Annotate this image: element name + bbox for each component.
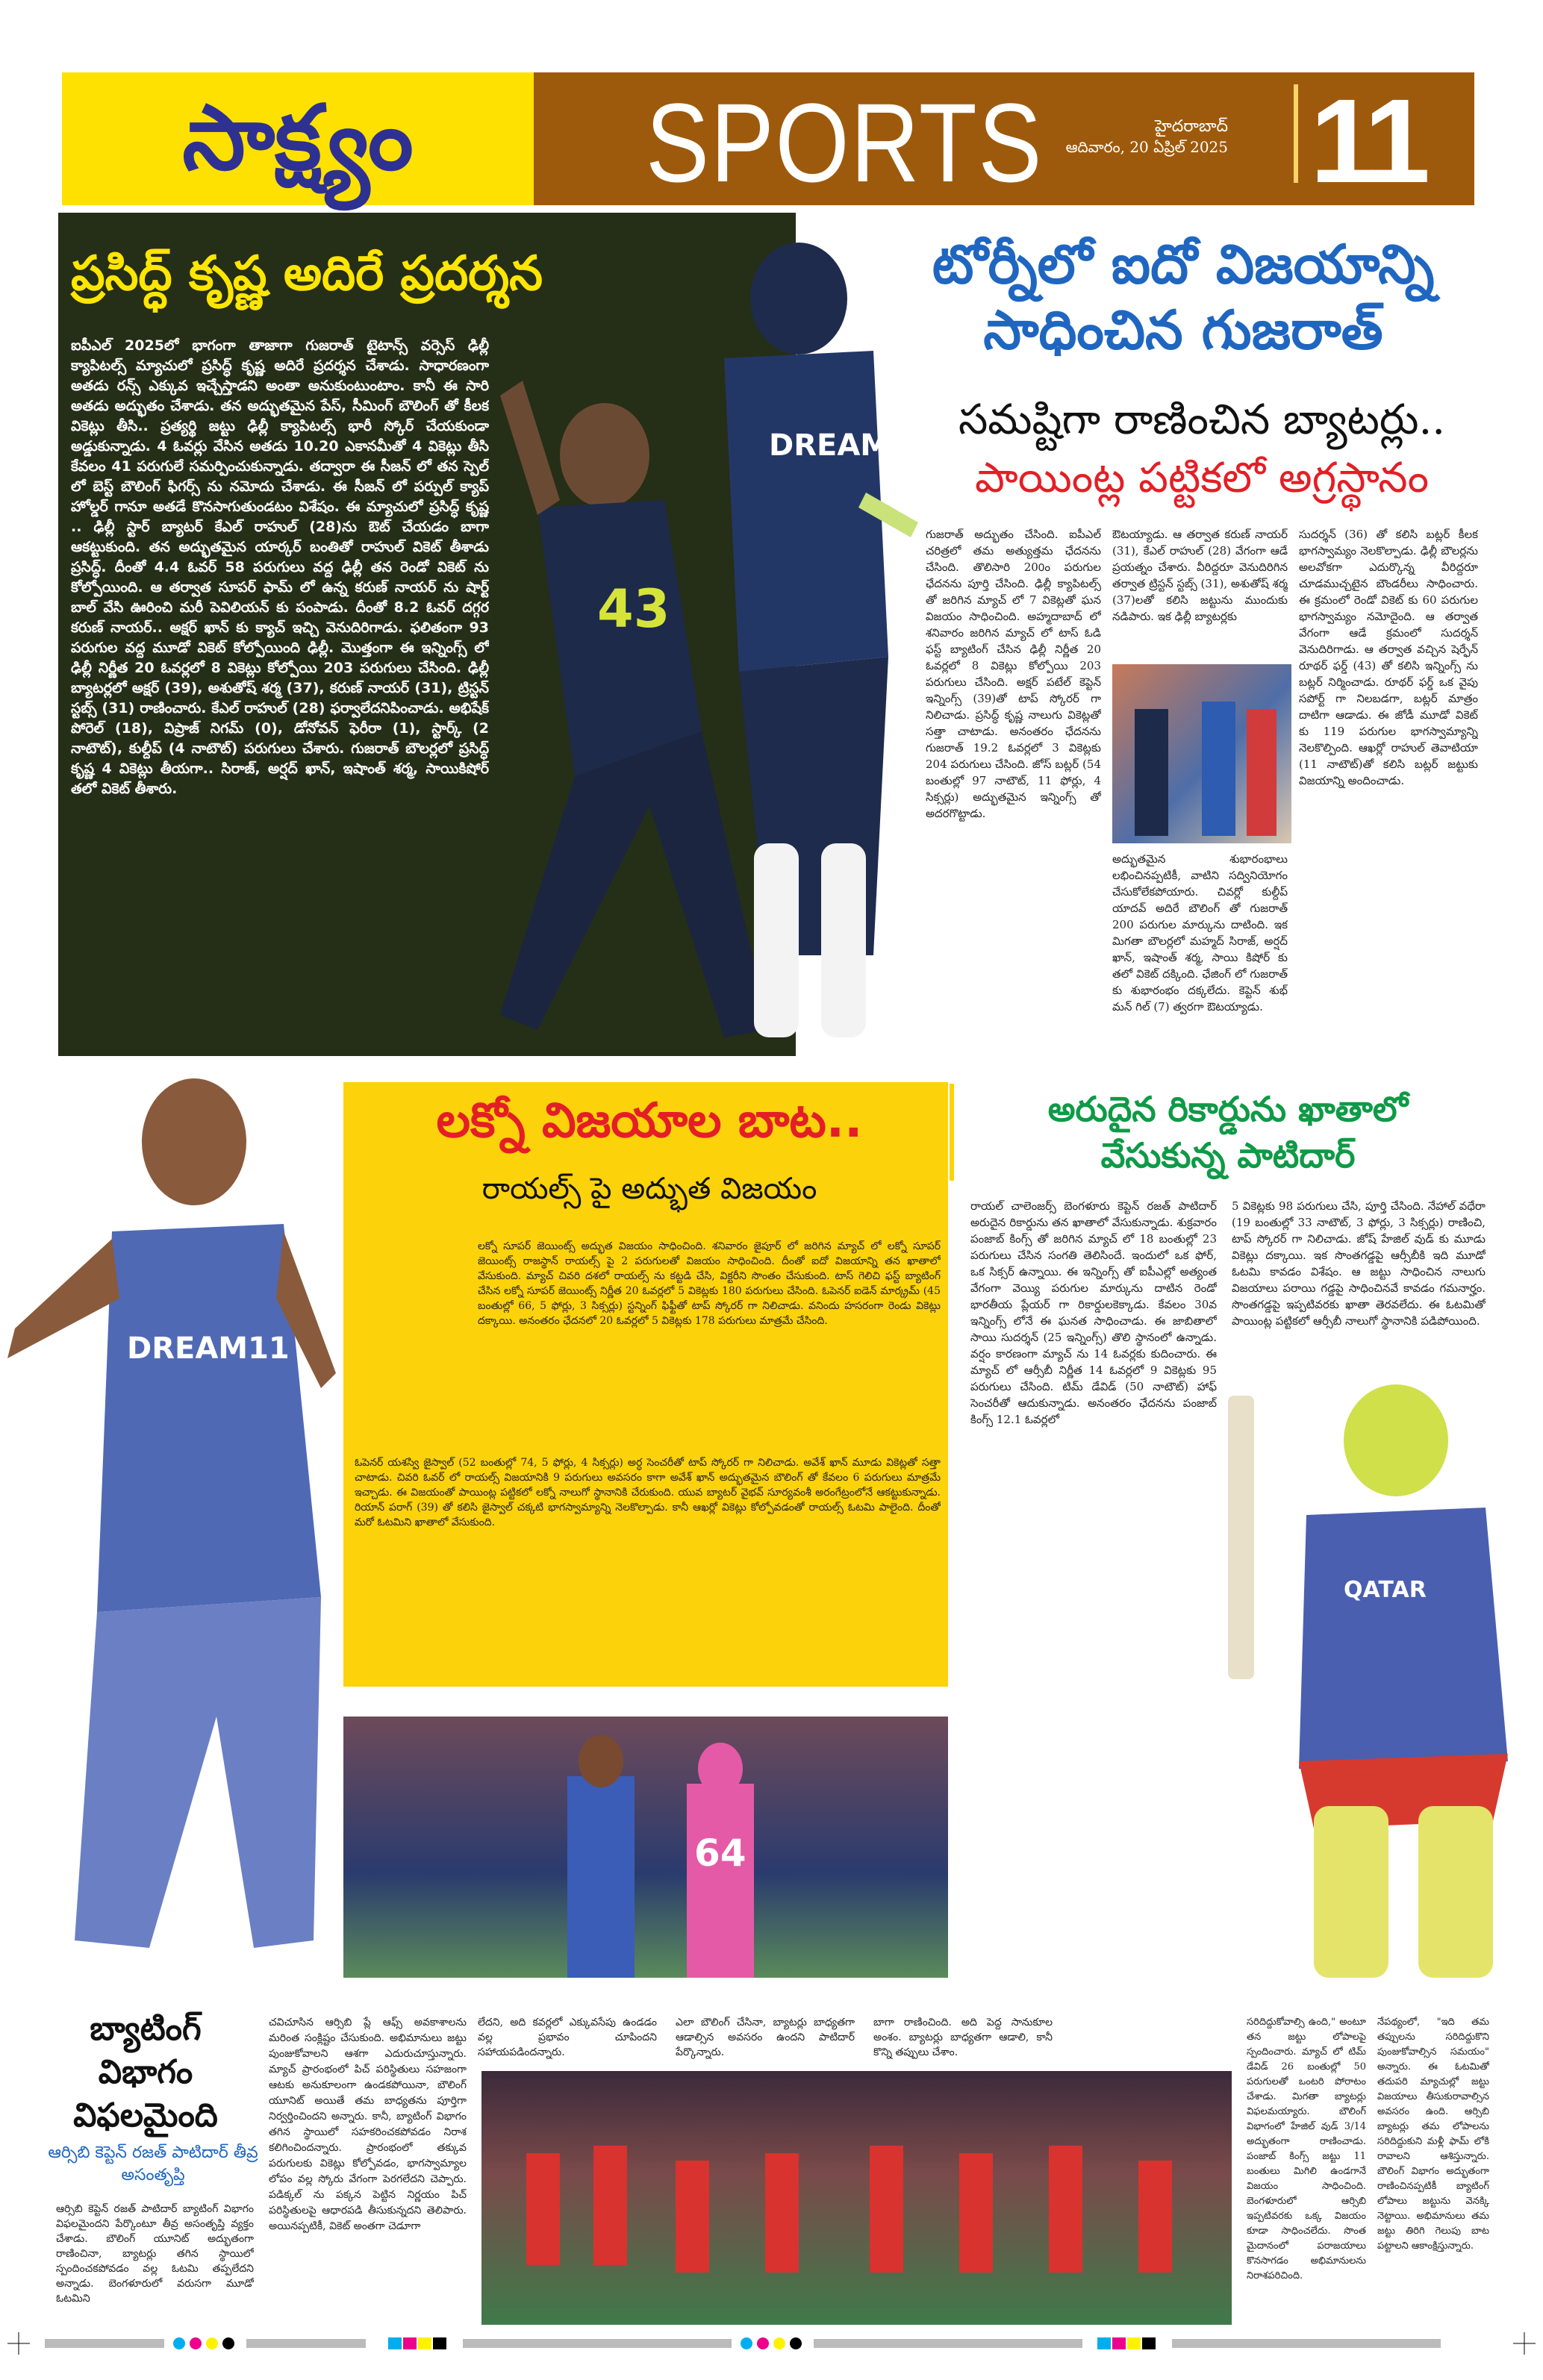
svg-text:64: 64 [694, 1831, 746, 1875]
patidar-headline-line1: అరుదైన రికార్డును ఖాతాలో [1047, 1089, 1409, 1129]
batting-right-col-2: నేపథ్యంలో, "ఇది తమ తప్పులను సరిదిద్దుకొని పుంజుకోవాల్సిన సమయం" అన్నారు. ఈ ఓటమితో తదుపరి మ్యాచుల్లో జట్టు విజయాలు తీసుకురావాల్సిన అవసరం ఉంది. ఆర్సిబి బ్యాటర్లు తమ లోపాలను సరిదిద్దుకుని మళ్లీ ఫామ్ లోకి రావాలని ఆశిస్తున్నారు. బౌలింగ్ విభాగం అద్భుతంగా రాణించినప్పటికీ బ్యాటింగ్ లోపాలు జట్టును వెనక్కి నెట్టాయి. అభిమానులు తమ జట్టు తిరిగి గెలుపు బాట పట్టాలని ఆకాంక్షిస్తున్నారు. [1377, 2017, 1489, 2252]
match-photo-rcb [481, 2071, 1232, 2325]
gujarat-col-2-top: ఔటయ్యాడు. ఆ తర్వాత కరుణ్ నాయర్ (31), కేఎల్ రాహుల్ (28) వేగంగా ఆడే ప్రయత్నం చేశారు. వీరిద్దరూ వెనుదిరిగిన తర్వాత ట్రిస్టన్ స్టబ్స్ (31), అశుతోష్ శర్మ (37)లతో కలిసి జట్టును ముందుకు నడిపారు. ఇక ఢిల్లీ బ్యాటర్లకు [1112, 528, 1288, 623]
patidar-col-1: రాయల్ చాలెంజర్స్ బెంగళూరు కెప్టెన్ రజత్ పాటిదార్ అరుదైన రికార్డును తన ఖాతాలో వేసుకున్నాడు. శుక్రవారం పంజాబ్ కింగ్స్ తో జరిగిన మ్యాచ్ లో 18 బంతుల్లో 23 పరుగులు చేసిన సంగతి తెలిసిందే. ఇందులో ఒక ఫోర్, ఒక సిక్సర్ ఉన్నాయి. ఈ ఇన్నింగ్స్ తో ఐపీఎల్లో అత్యంత వేగంగా వెయ్యి పరుగుల మార్కును దాటిన రెండో భారతీయ ప్లేయర్ గా రికార్డులకెక్కాడు. కేవలం 30వ ఇన్నింగ్స్ లోనే ఈ ఘనత సాధించాడు. ఈ జాబితాలో సాయి సుదర్శన్ (25 ఇన్నింగ్స్) తొలి స్థానంలో ఉన్నాడు. వర్షం కారణంగా మ్యాచ్ ను 14 ఓవర్లకు కుదించారు. ఈ మ్యాచ్ లో ఆర్సీబీ నిర్ణీత 14 ఓవర్లలో 9 వికెట్లకు 95 పరుగులు చేసింది. టిమ్ డేవిడ్ (50 నాటౌట్) హాఫ్ సెంచరీతో ఆదుకున్నాడు. అనంతరం ఛేదనను పంజాబ్ కింగ్స్ 12.1 ఓవర్లలో [970, 1199, 1217, 1426]
prasidh-headline: ప్రసిద్ధ్ కృష్ణ అదిరే ప్రదర్శన [71, 246, 543, 302]
gujarat-headline [896, 231, 1471, 363]
gujarat-subheadline: సమష్టిగా రాణించిన బ్యాటర్లు.. [958, 396, 1446, 444]
svg-text:DREAM11: DREAM11 [127, 1331, 290, 1366]
page-number: 11 [1310, 74, 1425, 207]
batting-top-col-3: బాగా రాణించింది. అది పెద్ద సానుకూల అంశం. బ్యాటర్లు బాధ్యతగా ఆడాలి, కానీ కొన్ని తప్పులు చేశాం. [873, 2017, 1053, 2058]
print-registration-strip [0, 2329, 1543, 2358]
batting-right-col-1: సరిదిద్దుకోవాల్సి ఉంది," అంటూ తన జట్టు లోపాలపై స్పందించారు. మ్యాచ్ లో టిమ్ డేవిడ్ 26 బంతుల్లో 50 పరుగులతో ఒంటరి పోరాటం చేశాడు. మిగతా బ్యాటర్లు విఫలమయ్యారు. బౌలింగ్ విభాగంలో హేజిల్ వుడ్ 3/14 అద్భుతంగా రాణించాడు. పంజాబ్ కింగ్స్ జట్టు 11 బంతులు మిగిలి ఉండగానే విజయం సాధించింది. బెంగళూరులో ఆర్సిబి ఇప్పటివరకు ఒక్క విజయం కూడా సాధించలేదు. సొంత మైదానంలో పరాజయాలు కొనసాగడం అభిమానులను నిరాశపరిచింది. [1247, 2017, 1366, 2281]
logo-text: సాక్ష్యం [182, 87, 414, 190]
lucknow-body-top: లక్నో సూపర్ జెయింట్స్ అద్భుత విజయం సాధించింది. శనివారం జైపూర్ లో జరిగిన మ్యాచ్ లో లక్నో సూపర్ జెయింట్స్ రాజస్థాన్ రాయల్స్ పై 2 పరుగులతో విజయం సాధించింది. దీంతో ఐదో విజయాన్ని తన ఖాతాలో వేసుకుంది. మ్యాచ్ చివరి దశలో రాయల్స్ ను కట్టడి చేసి, విక్టరీని సొంతం చేసుకుంది. టాస్ గెలిచి ఫస్ట్ బ్యాటింగ్ చేసిన లక్నో సూపర్ జెయింట్స్ నిర్ణీత 20 ఓవర్లలో 5 వికెట్లకు 180 పరుగులు చేసింది. ఓపెనర్ ఐడెన్ మార్క్రమ్ (45 బంతుల్లో 66, 5 ఫోర్లు, 3 సిక్సర్లు) స్టన్నింగ్ ఫిఫ్టీతో టాప్ స్కోరర్ గా నిలిచాడు. వనిందు హసరంగా రెండు వికెట్లు దక్కాయి. అనంతరం ఛేదనలో 20 ఓవర్లలో 5 వికెట్లకు 178 పరుగులు మాత్రమే చేసింది. [478, 1240, 941, 1327]
svg-text:QATAR: QATAR [1344, 1577, 1427, 1603]
section-title: SPORTS [646, 80, 1044, 205]
svg-text:DREAM: DREAM [769, 428, 891, 463]
batting-col-1: ఆర్సిబి కెప్టెన్ రజత్ పాటిదార్ బ్యాటింగ్ విభాగం విఫలమైందని పేర్కొంటూ తీవ్ర అసంతృప్తి వ్యక్తం చేశాడు. బౌలింగ్ యూనిట్ అద్భుతంగా రాణించినా, బ్యాటర్లు తగిన స్థాయిలో స్పందించకపోవడం వల్ల ఓటమి తప్పలేదని అన్నాడు. బెంగళూరులో వరుసగా మూడో ఓటమిని [56, 2203, 254, 2305]
gujarat-col-1: గుజరాత్ అద్భుతం చేసింది. ఐపీఎల్ చరిత్రలో తమ అత్యుత్తమ ఛేదనను చేసింది. తొలిసారి 200ం పరుగుల ఛేదనను పూర్తి చేసింది. ఢిల్లీ క్యాపిటల్స్ తో జరిగిన మ్యాచ్ లో 7 వికెట్లతో ఘన విజయం సాధించింది. అహ్మదాబాద్ లో శనివారం జరిగిన మ్యాచ్ లో టాస్ ఓడి ఫస్ట్ బ్యాటింగ్ చేసిన ఢిల్లీ నిర్ణీత 20 ఓవర్లలో 8 వికెట్లు కోల్పోయి 203 పరుగులు చేసింది. అక్షర్ పటేల్ కెప్టెన్ ఇన్నింగ్స్ (39)తో టాప్ స్కోరర్ గా నిలిచాడు. ప్రసిద్ధ్ కృష్ణ నాలుగు వికెట్లతో సత్తా చాటాడు. అనంతరం ఛేదనను గుజరాత్ 19.2 ఓవర్లలో 3 వికెట్లకు 204 పరుగులు చేసింది. జోస్ బట్లర్ (54 బంతుల్లో 97 నాటౌట్, 11 ఫోర్లు, 4 సిక్సర్లు) అద్భుతమైన ఇన్నింగ్స్ తో అదరగొట్టాడు. [926, 528, 1101, 820]
batting-top-col-2: ఎలా బౌలింగ్ చేసినా, బ్యాటర్లు బాధ్యతగా ఆడాల్సిన అవసరం ఉందని పాటిదార్ పేర్కొన్నారు. [676, 2017, 855, 2058]
edition-city: హైదరాబాద్ [1155, 117, 1228, 136]
gujarat-headline-line2: సాధించిన గుజరాత్ [983, 299, 1383, 361]
lucknow-body-bottom: ఓపెనర్ యశస్వి జైస్వాల్ (52 బంతుల్లో 74, 5 ఫోర్లు, 4 సిక్సర్లు) అర్ధ సెంచరీతో టాప్ స్కోరర్ గా నిలిచాడు. అవేశ్ ఖాన్ మూడు వికెట్లతో సత్తా చాటాడు. చివరి ఓవర్ లో రాయల్స్ విజయానికి 9 పరుగులు అవసరం కాగా అవేశ్ ఖాన్ అద్భుతమైన బౌలింగ్ తో కేవలం 6 పరుగులు మాత్రమే ఇచ్చాడు. ఈ విజయంతో పాయింట్ల పట్టికలో లక్నో నాలుగో స్థానానికి చేరుకుంది. యువ బ్యాటర్ వైభవ్ సూర్యవంశీ అరంగేట్రంలోనే ఆకట్టుకున్నాడు. రియాన్ పరాగ్ (39) తో కలిసి జైస్వాల్ చక్కటి భాగస్వామ్యాన్ని నెలకొల్పాడు. కానీ ఆఖర్లో వికెట్లు కోల్పోవడంతో రాయల్స్ ఓటమి పాలైంది. దీంతో మరో ఓటమిని ఖాతాలో వేసుకుంది. [355, 1457, 941, 1528]
patidar-headline [970, 1086, 1486, 1178]
patidar-headline-line2: వేసుకున్న పాటిదార్ [1100, 1135, 1356, 1175]
batting-headline: బ్యాటింగ్ విభాగం విఫలమైంది [73, 2010, 218, 2134]
batting-col-2: చవిచూసిన ఆర్సిబి ప్లే ఆఫ్స్ అవకాశాలను మరింత సంక్లిష్టం చేసుకుంది. అభిమానులు జట్టు పుంజుకోవాలని ఆశగా ఎదురుచూస్తున్నారు. మ్యాచ్ ప్రారంభంలో పిచ్ పరిస్థితులు సహజంగా ఆటకు అనుకూలంగా ఉండకపోయినా, బౌలింగ్ యూనిట్ అయితే తమ బాధ్యతను పూర్తిగా నిర్వర్తించిందని అన్నారు. కానీ, బ్యాటింగ్ విభాగం తగిన స్థాయిలో సహకరించకపోవడం నిరాశ కలిగించిందన్నారు. ప్రారంభంలో తక్కువ పరుగులకు వికెట్లు కోల్పోవడం, భాగస్వామ్యాల లోపం వల్ల స్కోరు వేగంగా పెరగలేదని చెప్పారు. పడిక్కల్ ను పక్కన పెట్టిన నిర్ణయం పిచ్ పరిస్థితులపై ఆధారపడి తీసుకున్నదని తెలిపారు. అయినప్పటికీ, వికెట్ అంతగా చెడూగా [269, 2017, 467, 2232]
batting-subheadline: ఆర్సిబి కెప్టెన్ రజత్ పాటిదార్ తీవ్ర అసంతృప్తి [48, 2143, 258, 2184]
lucknow-player-photo [0, 1060, 340, 1985]
svg-text:43: 43 [597, 578, 670, 640]
batter-helmet [750, 243, 847, 354]
lucknow-headline: లక్నో విజయాల బాట.. [436, 1093, 863, 1149]
gujarat-players-photo [493, 209, 918, 1075]
gujarat-subheadline-red: పాయింట్ల పట్టికలో అగ్రస్థానం [974, 454, 1430, 502]
match-photo-lucknow [343, 1717, 948, 1978]
gujarat-col-2-bottom: అద్భుతమైన శుభారంభాలు లభించినప్పటికీ, వాటిని సద్వినియోగం చేసుకోలేకపోయారు. చివర్లో కుల్దీప్ యాదవ్ అదిరే బౌలింగ్ తో గుజరాత్ 200 పరుగుల మార్కును దాటింది. ఇక మిగతా బౌలర్లలో మహ్మద్ సిరాజ్, అర్షద్ ఖాన్, ఇషాంత్ శర్మ, సాయి కిషోర్ కు తలో వికెట్ దక్కింది. ఛేజింగ్ లో గుజరాత్ కు శుభారంభం దక్కలేదు. కెప్టెన్ శుభ్ మన్ గిల్ (7) త్వరగా ఔటయ్యాడు. [1112, 852, 1288, 1013]
match-photo-gujarat [1112, 664, 1291, 843]
patidar-photo [1224, 1373, 1523, 1985]
accent-bar [950, 1084, 954, 1181]
bowler-head [560, 403, 649, 507]
patidar-col-2: 5 వికెట్లకు 98 పరుగులు చేసి, పూర్తి చేసింది. నేహాల్ వధేరా (19 బంతుల్లో 33 నాటౌట్, 3 ఫోర్లు, 3 సిక్సర్లు) రాణించి, టాప్ స్కోరర్ గా నిలిచాడు. జోష్ హేజిల్ వుడ్ కు మూడు వికెట్లు దక్కాయి. ఇక సొంతగడ్డపై ఆర్సీబీకి ఇది మూడో ఓటమి కావడం విశేషం. ఆ జట్టు సాధించిన నాలుగు విజయాలు పరాయి గడ్డపై సాధించినవే కావడం గమనార్హం. సొంతగడ్డపై ఇప్పటివరకు ఖాతా తెరవలేదు. ఈ ఓటమితో పాయింట్ల పట్టికలో ఆర్సీబీ నాలుగో స్థానానికి పడిపోయింది. [1232, 1199, 1486, 1328]
bowler-trousers [500, 731, 769, 1037]
section-band [534, 72, 1474, 205]
gujarat-col-3: సుదర్శన్ (36) తో కలిసి బట్లర్ కీలక భాగస్వామ్యం నెలకొల్పాడు. ఢిల్లీ బౌలర్లను అలవోకగా ఎదుర్కొన్న వీరిద్దరూ చూడముచ్చటైన బౌండరీలు సాధించారు. ఈ క్రమంలో రెండో వికెట్ కు 60 పరుగుల భాగస్వామ్యం నమోదైంది. ఆ తర్వాత వేగంగా ఆడే క్రమంలో సుదర్శన్ వెనుదిరిగాడు. ఆ తర్వాత వచ్చిన షెర్ఫేన్ రూథర్ ఫర్డ్ (43) తో కలిసి ఇన్నింగ్స్ ను బట్లర్ నిర్మించాడు. రూథర్ ఫర్డ్ ఒక వైపు సపోర్ట్ గా నిలబడగా, బట్లర్ మాత్రం దాటిగా ఆడాడు. ఈ జోడీ మూడో వికెట్ కు 119 పరుగుల భాగస్వామ్యాన్ని నెలకొల్పింది. ఆఖర్లో రాహుల్ తెవాటియా (11 నాటౌట్)తో కలిసి బట్లర్ జట్టుకు విజయాన్ని అందించాడు. [1299, 528, 1478, 787]
gujarat-headline-line1: టోర్నీలో ఐదో విజయాన్ని [932, 233, 1435, 296]
batter-jersey [724, 351, 891, 672]
lucknow-subheadline: రాయల్స్ పై అద్భుత విజయం [481, 1172, 817, 1206]
prasidh-body: ఐపీఎల్ 2025లో భాగంగా తాజాగా గుజరాత్ టైటాన్స్ వర్సెస్ ఢిల్లీ క్యాపిటల్స్ మ్యాచులో ప్రసిద్ధ్ కృష్ణ అదిరే ప్రదర్శన చేశాడు. సాధారణంగా అతడు రన్స్ ఎక్కువ ఇచ్చేస్తాడని అంతా అనుకుంటుంటాం. కానీ ఈ సారి అతడు అద్భుతం చేశాడు. తన అద్భుతమైన పేస్, సీమింగ్ బౌలింగ్ తో కీలక వికెట్లు తీసి.. ప్రత్యర్థి జట్టు ఢిల్లీ క్యాపిటల్స్ భారీ స్కోర్ చేయకుండా అడ్డుకున్నాడు. 4 ఓవర్లు వేసిన అతడు 10.20 ఎకానమీతో 4 వికెట్లు తీసి కేవలం 41 పరుగులే సమర్పించుకున్నాడు. తద్వారా ఈ సీజన్ లో తన స్పెల్ లో బెస్ట్ బౌలింగ్ ఫిగర్స్ ను నమోదు చేశాడు. ఈ సీజన్ లో పర్పుల్ క్యాప్ హోల్డర్ గానూ అతడే కొనసాగుతుండటం విశేషం. ఈ మ్యాచులో ప్రసిద్ధ్ కృష్ణ .. ఢిల్లీ స్టార్ బ్యాటర్ కేఎల్ రాహుల్ (28)ను ఔట్ చేయడం బాగా ఆకట్టుకుంది. తన అద్భుతమైన యార్కర్ బంతితో రాహుల్ వికెట్ తీశాడు ప్రసిద్ధ్. దీంతో 4.4 ఓవర్ 58 పరుగులు వద్ద ఢిల్లీ తన రెండో వికెట్ ను కోల్పోయింది. ఆ తర్వాత సూపర్ ఫామ్ లో ఉన్న కరుణ్ నాయర్ ను షార్ట్ బాల్ వేసి ఊరించి మరీ పెవిలియన్ కు పంపాడు. దీంతో 8.2 ఓవర్ దగ్గర కరుణ్ నాయర్.. అక్షర్ ఖాన్ కు క్యాచ్ ఇచ్చి వెనుదిరిగాడు. ఫలితంగా 93 పరుగుల వద్ద మూడో వికెట్ కోల్పోయింది ఢిల్లీ. మొత్తంగా ఈ ఇన్నింగ్స్ లో ఢిల్లీ నిర్ణీత 20 ఓవర్లలో 8 వికెట్లు కోల్పోయి 203 పరుగులు చేసింది. ఢిల్లీ బ్యాటర్లలో అక్షర్ (39), అశుతోష్ శర్మ (37), కరుణ్ నాయర్ (31), ట్రిస్టన్ స్టబ్స్ (31) రాణించారు. కేఎల్ రాహుల్ (28) ఫర్వాలేదనిపించాడు. అభిషేక్ పోరెల్ (18), విప్రాజ్ నిగమ్ (0), డోనోవన్ ఫెరీరా (1), స్టార్క్ (2 నాటౌట్), కుల్దీప్ (4 నాటౌట్) పరుగులు చేశారు. గుజరాత్ బౌలర్లలో ప్రసిద్ధ్ కృష్ణ 4 వికెట్లు తీయగా.. సిరాజ్, అర్షద్ ఖాన్, ఇషాంత్ శర్మ, సాయికిషోర్ తలో వికెట్ తీశారు. [71, 337, 489, 797]
divider [1294, 84, 1298, 183]
batting-top-col-1: లేదని, అది కవర్లలో ఎక్కువసేపు ఉండడం వల్ల ప్రభావం చూపిందని సహాయపడిందన్నారు. [478, 2017, 657, 2058]
edition-date: ఆదివారం, 20 ఏప్రిల్ 2025 [1065, 138, 1228, 156]
newspaper-logo [62, 72, 534, 205]
